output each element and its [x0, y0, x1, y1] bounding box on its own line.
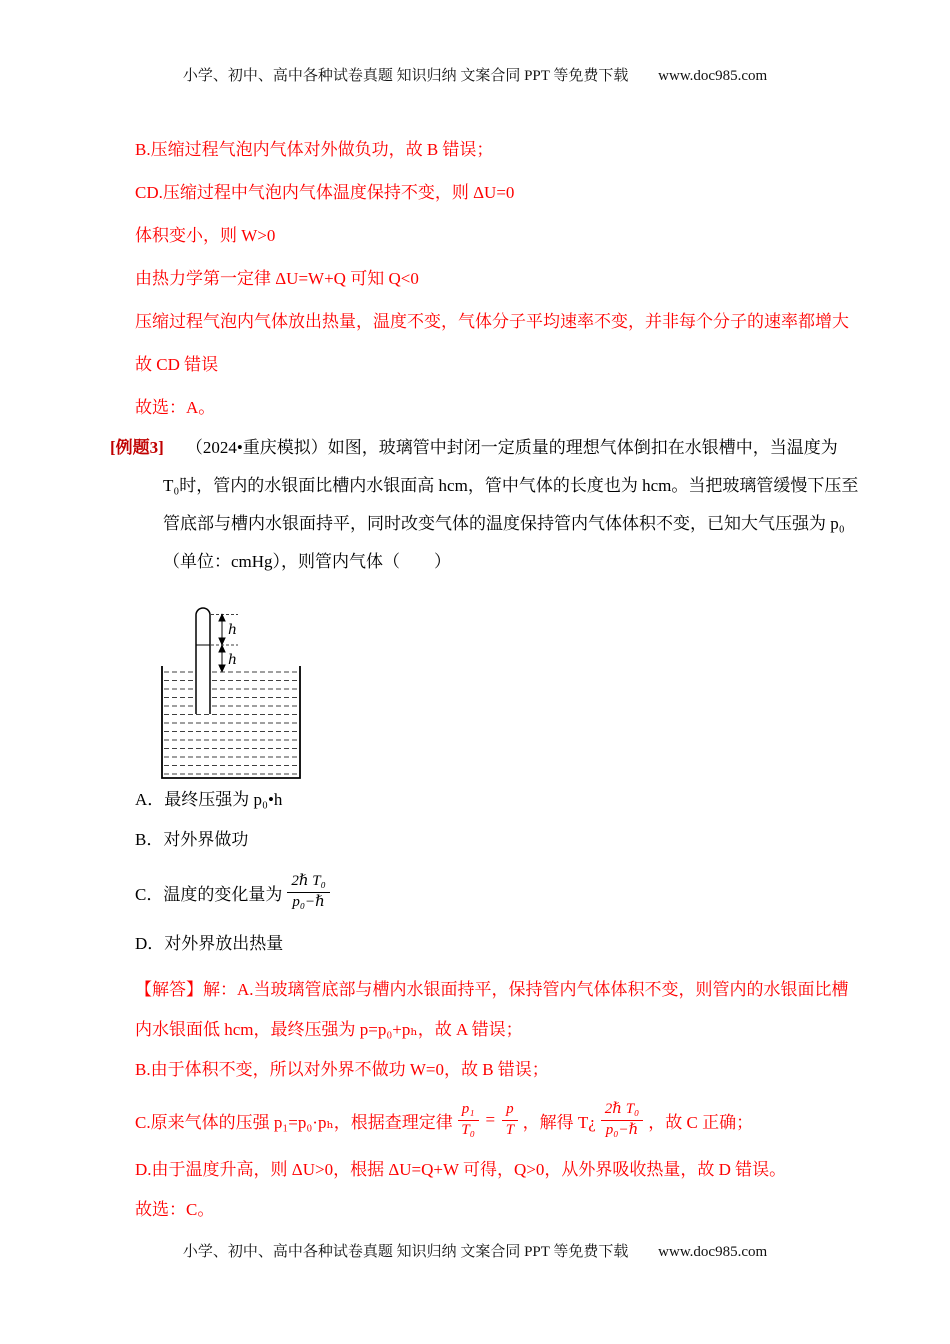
equals-sign: =	[485, 1110, 496, 1129]
charles-law-fraction-right	[502, 1101, 518, 1139]
analysis-line: 体积变小，则 W>0	[135, 226, 276, 245]
analysis-line: B.压缩过程气泡内气体对外做负功，故 B 错误；	[135, 140, 494, 159]
example-text-line: （单位：cmHg），则管内气体（ ）	[163, 552, 452, 571]
example-text-line: 管底部与槽内水银面持平，同时改变气体的温度保持管内气体体积不变，已知大气压强为 p₀	[163, 514, 845, 533]
analysis-line: 由热力学第一定律 ΔU=W+Q 可知 Q<0	[135, 269, 419, 288]
h-label-upper: h	[228, 622, 238, 638]
charles-law-fraction-left	[458, 1101, 479, 1139]
h-arrows	[219, 615, 225, 672]
example-text-line: T₀时，管内的水银面比槽内水银面高 hcm，管中气体的长度也为 hcm。当把玻璃管缓慢下压至	[163, 476, 859, 495]
trough-outline	[162, 666, 300, 778]
analysis-line: 故选：A。	[135, 398, 216, 417]
option-d: D．对外界放出热量	[135, 934, 284, 953]
example-problem	[110, 429, 859, 581]
option-c-fraction	[287, 873, 329, 911]
solution-answer: 故选：C。	[135, 1200, 215, 1219]
solution-c-text1: C.原来气体的压强 p₁=p₀·pₕ，根据查理定律	[135, 1112, 453, 1132]
fraction-numerator: p₁	[458, 1101, 479, 1120]
fraction-denominator: T	[505, 1121, 515, 1138]
analysis-line: 故 CD 错误	[135, 355, 219, 374]
result-fraction	[601, 1101, 643, 1139]
option-c-text: C．温度的变化量为	[135, 884, 283, 904]
footer-text: 小学、初中、高中各种试卷真题 知识归纳 文案合同 PPT 等免费下载	[182, 1244, 629, 1260]
header-text: 小学、初中、高中各种试卷真题 知识归纳 文案合同 PPT 等免费下载	[182, 68, 629, 84]
fraction-numerator: 2ℏ T₀	[601, 1101, 643, 1120]
tube-interior	[196, 608, 211, 714]
mercury-tube-figure	[150, 602, 320, 791]
example-label: [例题3]	[110, 438, 164, 457]
solution-line: B.由于体积不变，所以对外界不做功 W=0，故 B 错误；	[135, 1060, 549, 1079]
fraction-denominator: T₀	[461, 1121, 475, 1138]
solution-c-text2: ，解得 T¿	[522, 1112, 596, 1132]
option-b: B．对外界做功	[135, 830, 249, 849]
solution-line: D.由于温度升高，则 ΔU>0，根据 ΔU=Q+W 可得，Q>0，从外界吸收热量，故 D 错误。	[135, 1160, 787, 1179]
example-text: （2024•重庆模拟）如图，玻璃管中封闭一定质量的理想气体倒扣在水银槽中，当温度为	[185, 438, 838, 457]
option-c	[135, 860, 335, 924]
option-a: A．最终压强为 p₀•h	[135, 790, 283, 809]
options-block	[135, 780, 335, 964]
solution-line: 【解答】解：A.当玻璃管底部与槽内水银面持平，保持管内气体体积不变，则管内的水银面比槽	[135, 980, 849, 999]
solution-line: 内水银面低 hcm，最终压强为 p=p₀+pₕ，故 A 错误；	[135, 1020, 523, 1039]
solution-c-text3: ，故 C 正确；	[648, 1112, 754, 1132]
analysis-block	[135, 128, 849, 429]
header-url: www.doc985.com	[658, 68, 768, 84]
fraction-denominator: p₀−ℏ	[292, 893, 325, 910]
solution-line-c	[135, 1090, 849, 1150]
analysis-line: 压缩过程气泡内气体放出热量，温度不变，气体分子平均速率不变，并非每个分子的速率都增大	[135, 312, 849, 331]
fraction-numerator: 2ℏ T₀	[287, 873, 329, 892]
solution-block	[135, 970, 849, 1230]
footer-url: www.doc985.com	[658, 1244, 768, 1260]
h-label-lower: h	[228, 652, 238, 668]
page-footer	[0, 1240, 950, 1261]
fraction-numerator: p	[502, 1101, 518, 1120]
page-header	[0, 64, 950, 85]
figure-svg	[150, 602, 320, 786]
analysis-line: CD.压缩过程中气泡内气体温度保持不变，则 ΔU=0	[135, 183, 515, 202]
mercury-surface-lines	[164, 672, 298, 774]
fraction-denominator: p₀−ℏ	[605, 1121, 639, 1138]
example-first-line	[110, 429, 858, 467]
